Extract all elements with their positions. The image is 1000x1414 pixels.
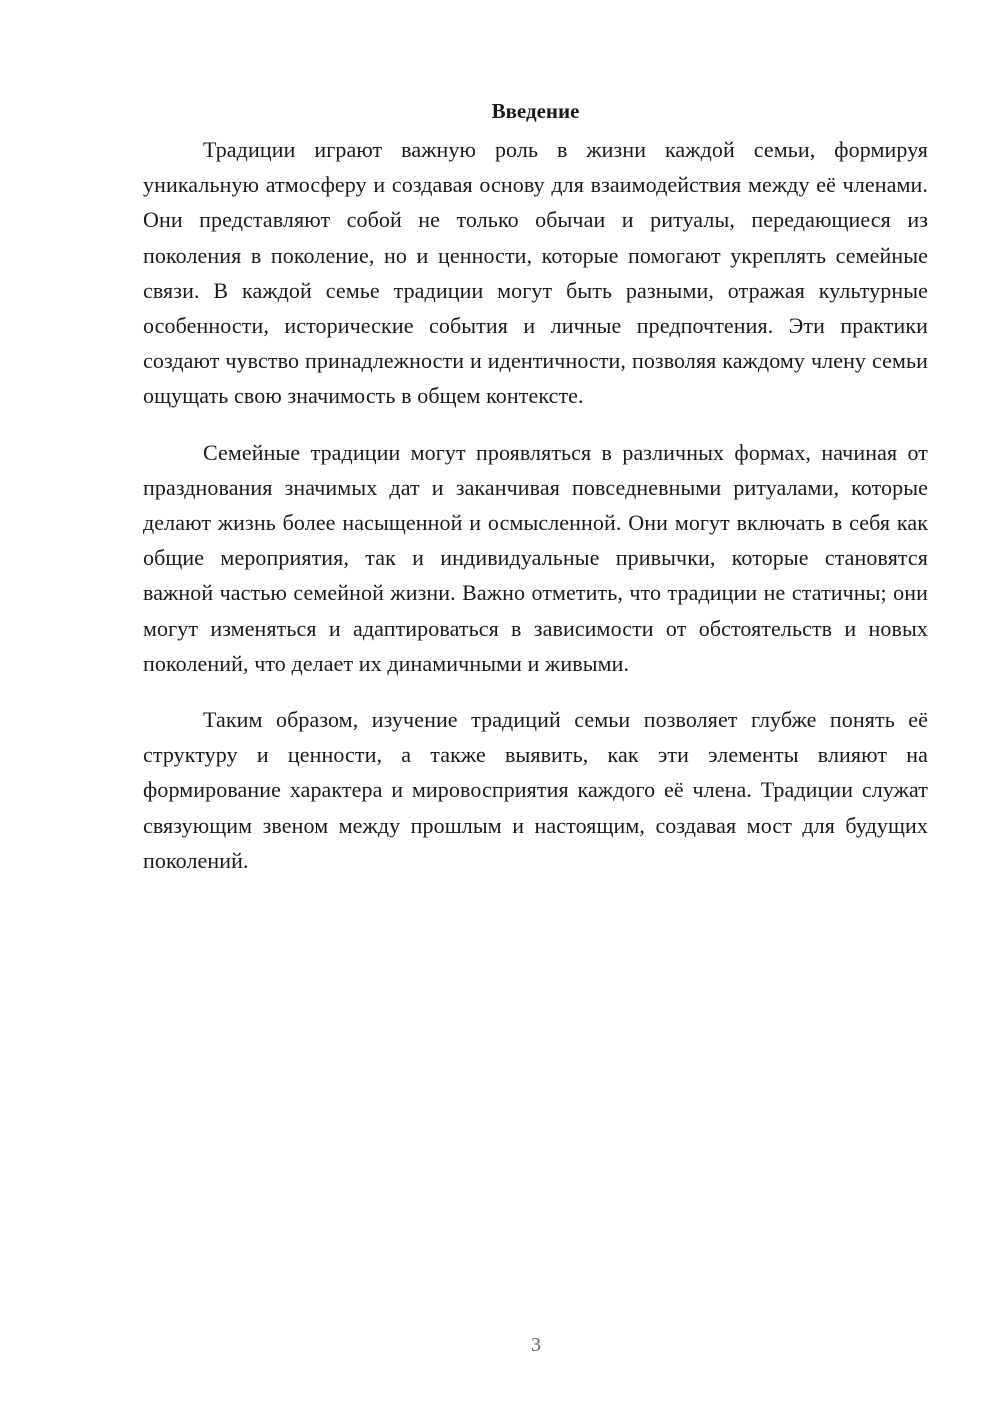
page-content [143, 96, 928, 899]
paragraph-2: Семейные традиции могут проявляться в различных формах, начиная от празднования значимых дат и заканчивая повседневными ритуалами, которые делают жизнь более насыщенной и осмысленной. Они могут включать в себя как общие мероприятия, так и индивидуальные привычки, которые становятся важной частью семейной жизни. Важно отметить, что традиции не статичны; они могут изменяться и адаптироваться в зависимости от обстоятельств и новых поколений, что делает их динамичными и живыми. [143, 439, 928, 676]
page-number: 3 [531, 1334, 541, 1356]
section-heading: Введение [491, 99, 580, 123]
paragraph-1: Традиции играют важную роль в жизни каждой семьи, формируя уникальную атмосферу и создавая основу для взаимодействия между её членами. Они представляют собой не только обычаи и ритуалы, передающиеся из поколения в поколение, но и ценности, которые помогают укреплять семейные связи. В каждой семье традиции могут быть разными, отражая культурные особенности, исторические события и личные предпочтения. Эти практики создают чувство принадлежности и идентичности, позволяя каждому члену семьи ощущать свою значимость в общем контексте. [143, 137, 928, 409]
paragraph-3: Таким образом, изучение традиций семьи позволяет глубже понять её структуру и ценности, а также выявить, как эти элементы влияют на формирование характера и мировосприятия каждого её члена. Традиции служат связующим звеном между прошлым и настоящим, создавая мост для будущих поколений. [143, 707, 928, 873]
